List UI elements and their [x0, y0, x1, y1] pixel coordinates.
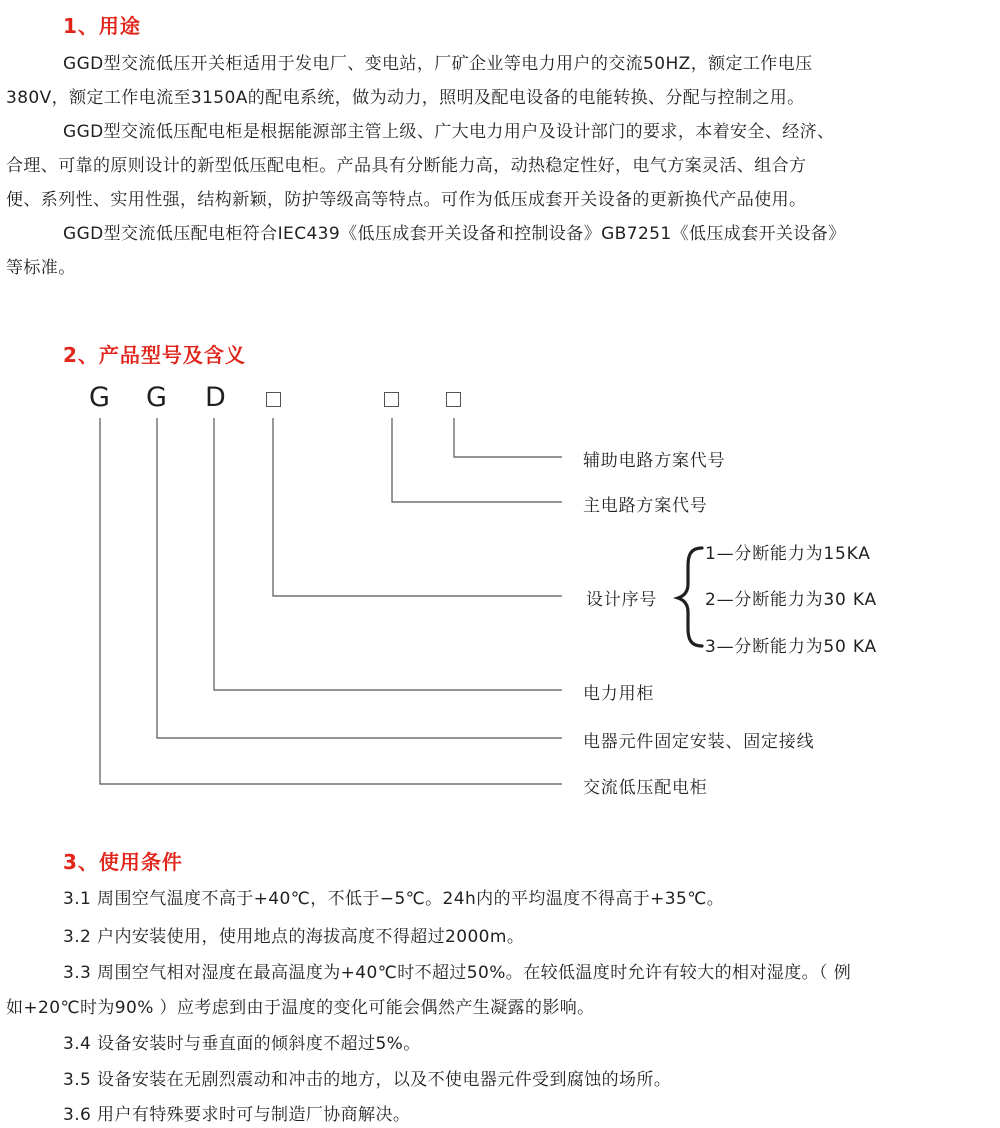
connector-ac-lv-cabinet — [100, 418, 562, 784]
section3-line: 3.3 周围空气相对湿度在最高温度为+40℃时不超过50%。在较低温度时允许有较大的相对湿度。（ 例 — [63, 963, 852, 983]
label-power-cabinet: 电力用柜 — [583, 684, 655, 704]
code-letter-d: D — [205, 382, 226, 413]
section1-line: 合理、可靠的原则设计的新型低压配电柜。产品具有分断能力高，动热稳定性好，电气方案灵活、组合方 — [6, 156, 807, 176]
design-option: 1—分断能力为15KA — [705, 544, 871, 564]
connector-aux-circuit — [454, 418, 562, 457]
code-letter-g1: G — [89, 382, 110, 413]
code-letter-g2: G — [146, 382, 167, 413]
design-option: 3—分断能力为50 KA — [705, 637, 877, 657]
connector-main-circuit — [392, 418, 562, 502]
section1-heading: 1、用途 — [63, 14, 141, 38]
section1-line: GGD型交流低压开关柜适用于发电厂、变电站，厂矿企业等电力用户的交流50HZ，额定工作电压 — [63, 54, 813, 74]
connector-design-no — [273, 418, 562, 596]
section3-line: 3.6 用户有特殊要求时可与制造厂协商解决。 — [63, 1105, 411, 1125]
label-design-no: 设计序号 — [586, 590, 658, 610]
section3-heading: 3、使用条件 — [63, 850, 183, 874]
section3-line: 3.4 设备安装时与垂直面的倾斜度不超过5%。 — [63, 1034, 421, 1054]
label-aux-circuit: 辅助电路方案代号 — [583, 451, 726, 471]
section1-line: 等标准。 — [6, 258, 76, 278]
section1-line: GGD型交流低压配电柜符合IEC439《低压成套开关设备和控制设备》GB7251《低压成套开关设备》 — [63, 224, 846, 244]
section1-line: GGD型交流低压配电柜是根据能源部主管上级、广大电力用户及设计部门的要求，本着安全、经济、 — [63, 122, 835, 142]
section3-line: 如+20℃时为90% ）应考虑到由于温度的变化可能会偶然产生凝露的影响。 — [6, 998, 595, 1018]
design-option: 2—分断能力为30 KA — [705, 590, 877, 610]
label-fixed-install: 电器元件固定安装、固定接线 — [583, 732, 815, 752]
section3-line: 3.5 设备安装在无剧烈震动和冲击的地方，以及不使电器元件受到腐蚀的场所。 — [63, 1070, 672, 1090]
curly-brace-icon — [678, 548, 702, 646]
label-ac-lv-cabinet: 交流低压配电柜 — [583, 778, 708, 798]
section1-line: 便、系列性、实用性强，结构新颖，防护等级高等特点。可作为低压成套开关设备的更新换代产品使用。 — [6, 190, 807, 210]
section3-line: 3.2 户内安装使用，使用地点的海拔高度不得超过2000m。 — [63, 927, 525, 947]
section1-line: 380V，额定工作电流至3150A的配电系统，做为动力，照明及配电设备的电能转换、分配与控制之用。 — [6, 88, 805, 108]
label-main-circuit: 主电路方案代号 — [583, 496, 708, 516]
section2-heading: 2、产品型号及含义 — [63, 343, 246, 367]
connector-power-cabinet — [214, 418, 562, 690]
section3-line: 3.1 周围空气温度不高于+40℃，不低于−5℃。24h内的平均温度不得高于+35℃。 — [63, 889, 725, 909]
